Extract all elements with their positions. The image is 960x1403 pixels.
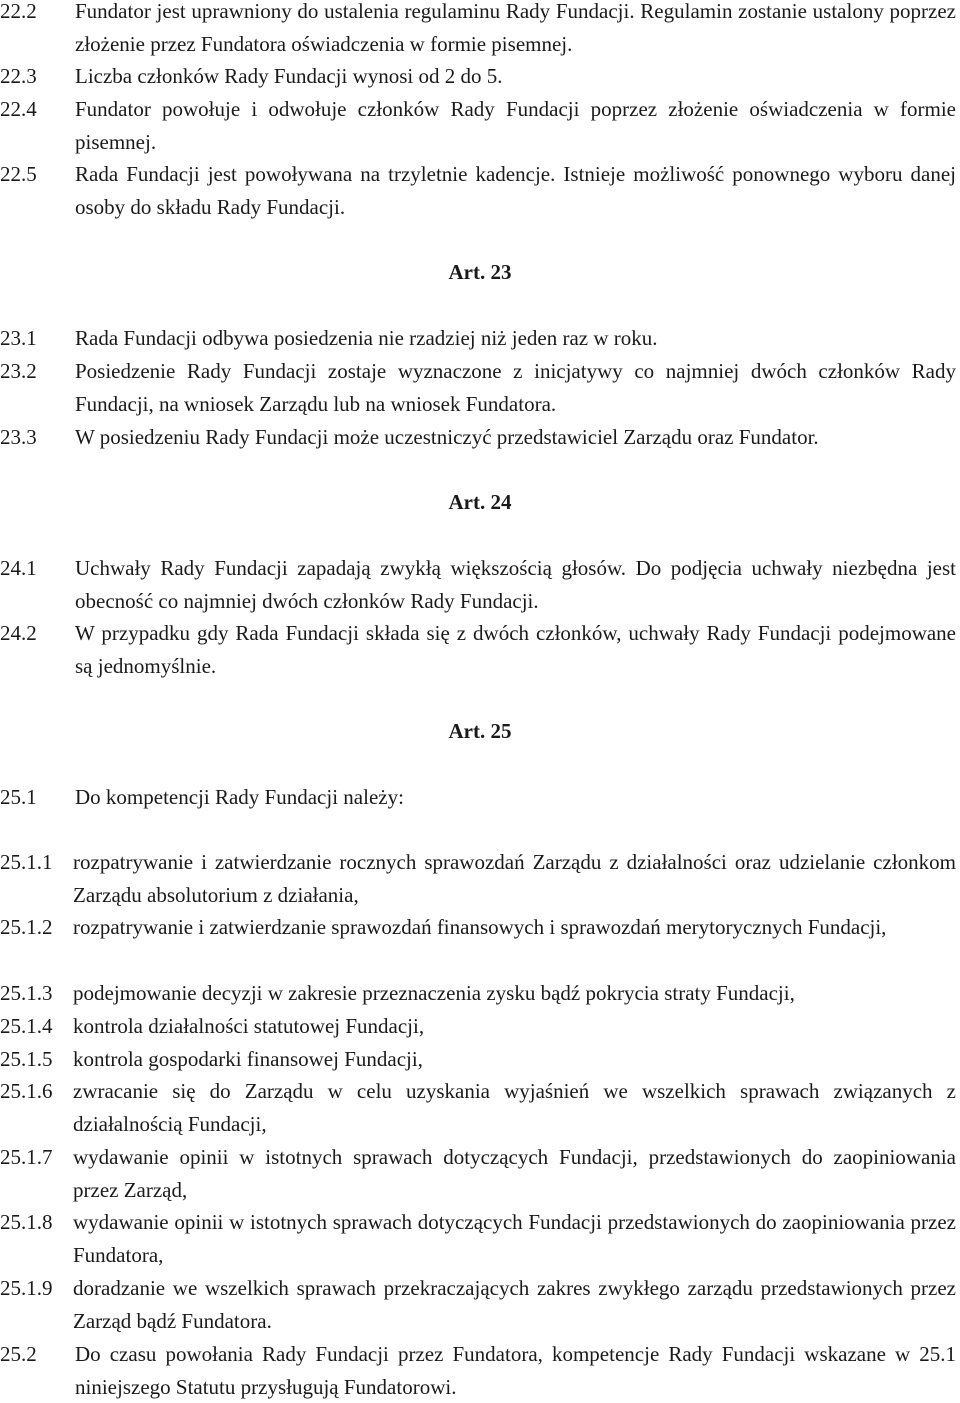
clause-number: 25.1.3: [0, 981, 53, 1005]
clause-22-2: [0, 0, 956, 60]
clause-number: 25.1.7: [0, 1145, 53, 1169]
clause-text: Posiedzenie Rady Fundacji zostaje wyznaczone z inicjatywy co najmniej dwóch członków Rady Fundacji, na wniosek Zarządu lub na wniosek Fundatora.: [75, 359, 956, 416]
clause-25-1-4: [0, 1010, 956, 1043]
clause-number: 22.4: [0, 97, 37, 121]
clause-text: wydawanie opinii w istotnych sprawach dotyczących Fundacji przedstawionych do zaopiniowania przez Fundatora,: [73, 1210, 956, 1267]
clause-text: rozpatrywanie i zatwierdzanie rocznych sprawozdań Zarządu z działalności oraz udzielanie członkom Zarządu absolutorium z działania,: [73, 850, 956, 907]
clause-25-1: [0, 781, 956, 814]
clause-24-1: [0, 552, 956, 617]
clause-23-3: [0, 421, 956, 454]
clause-text: Fundator powołuje i odwołuje członków Rady Fundacji poprzez złożenie oświadczenia w formie pisemnej.: [75, 97, 956, 154]
clause-number: 24.1: [0, 556, 37, 580]
clause-text: Uchwały Rady Fundacji zapadają zwykłą większością głosów. Do podjęcia uchwały niezbędna jest obecność co najmniej dwóch członków Rady Fundacji.: [75, 556, 956, 613]
clause-24-2: [0, 617, 956, 682]
clause-25-2: [0, 1338, 956, 1403]
clause-number: 25.1.8: [0, 1210, 53, 1234]
clause-text: podejmowanie decyzji w zakresie przeznaczenia zysku bądź pokrycia straty Fundacji,: [73, 981, 795, 1005]
clause-text: kontrola działalności statutowej Fundacji,: [73, 1014, 425, 1038]
clause-number: 23.3: [0, 425, 37, 449]
clause-25-1-3: [0, 977, 956, 1010]
clause-25-1-5: [0, 1043, 956, 1076]
clause-text: Rada Fundacji jest powoływana na trzyletnie kadencje. Istnieje możliwość ponownego wyboru danej osoby do składu Rady Fundacji.: [75, 162, 956, 219]
clause-text: Do kompetencji Rady Fundacji należy:: [75, 785, 404, 809]
clause-25-1-2: [0, 911, 956, 944]
clause-text: Liczba członków Rady Fundacji wynosi od 2 do 5.: [75, 64, 503, 88]
clause-25-1-7: [0, 1141, 956, 1206]
clause-text: rozpatrywanie i zatwierdzanie sprawozdań finansowych i sprawozdań merytorycznych Fundacji,: [73, 915, 887, 939]
clause-25-1-1: [0, 846, 956, 911]
clause-text: Fundator jest uprawniony do ustalenia regulaminu Rady Fundacji. Regulamin zostanie ustalony poprzez złożenie przez Fundatora oświadczenia w formie pisemnej.: [75, 0, 956, 56]
clause-number: 25.1.4: [0, 1014, 53, 1038]
clause-22-5: [0, 158, 956, 223]
article-24-heading: Art. 24: [448, 490, 512, 514]
clause-22-3: [0, 60, 956, 93]
clause-text: wydawanie opinii w istotnych sprawach dotyczących Fundacji, przedstawionych do zaopiniowania przez Zarząd,: [73, 1145, 956, 1202]
clause-text: Rada Fundacji odbywa posiedzenia nie rzadziej niż jeden raz w roku.: [75, 326, 658, 350]
clause-number: 22.5: [0, 162, 37, 186]
article-23-heading: Art. 23: [448, 260, 512, 284]
clause-number: 23.2: [0, 359, 37, 383]
clause-text: kontrola gospodarki finansowej Fundacji,: [73, 1047, 423, 1071]
clause-number: 25.1.1: [0, 850, 53, 874]
clause-number: 25.1: [0, 785, 37, 809]
clause-text: zwracanie się do Zarządu w celu uzyskania wyjaśnień we wszelkich sprawach związanych z działalnością Fundacji,: [73, 1079, 956, 1136]
clause-25-1-8: [0, 1206, 956, 1271]
clause-text: W przypadku gdy Rada Fundacji składa się z dwóch członków, uchwały Rady Fundacji podejmowane są jednomyślnie.: [75, 621, 956, 678]
clause-number: 25.1.2: [0, 915, 53, 939]
clause-number: 25.2: [0, 1342, 37, 1366]
clause-number: 24.2: [0, 621, 37, 645]
clause-25-1-9: [0, 1272, 956, 1337]
clause-number: 22.3: [0, 64, 37, 88]
clause-number: 25.1.6: [0, 1079, 53, 1103]
clause-number: 22.2: [0, 0, 37, 23]
clause-text: Do czasu powołania Rady Fundacji przez Fundatora, kompetencje Rady Fundacji wskazane w 25.1 niniejszego Statutu przysługują Fundatorowi.: [75, 1342, 956, 1399]
article-25-heading: Art. 25: [448, 719, 512, 743]
clause-number: 25.1.9: [0, 1276, 53, 1300]
clause-22-4: [0, 93, 956, 158]
clause-text: W posiedzeniu Rady Fundacji może uczestniczyć przedstawiciel Zarządu oraz Fundator.: [75, 425, 819, 449]
clause-number: 23.1: [0, 326, 37, 350]
clause-23-2: [0, 355, 956, 420]
clause-25-1-6: [0, 1075, 956, 1140]
clause-number: 25.1.5: [0, 1047, 53, 1071]
clause-text: doradzanie we wszelkich sprawach przekraczających zakres zwykłego zarządu przedstawionych przez Zarząd bądź Fundatora.: [73, 1276, 956, 1333]
clause-23-1: [0, 322, 956, 355]
